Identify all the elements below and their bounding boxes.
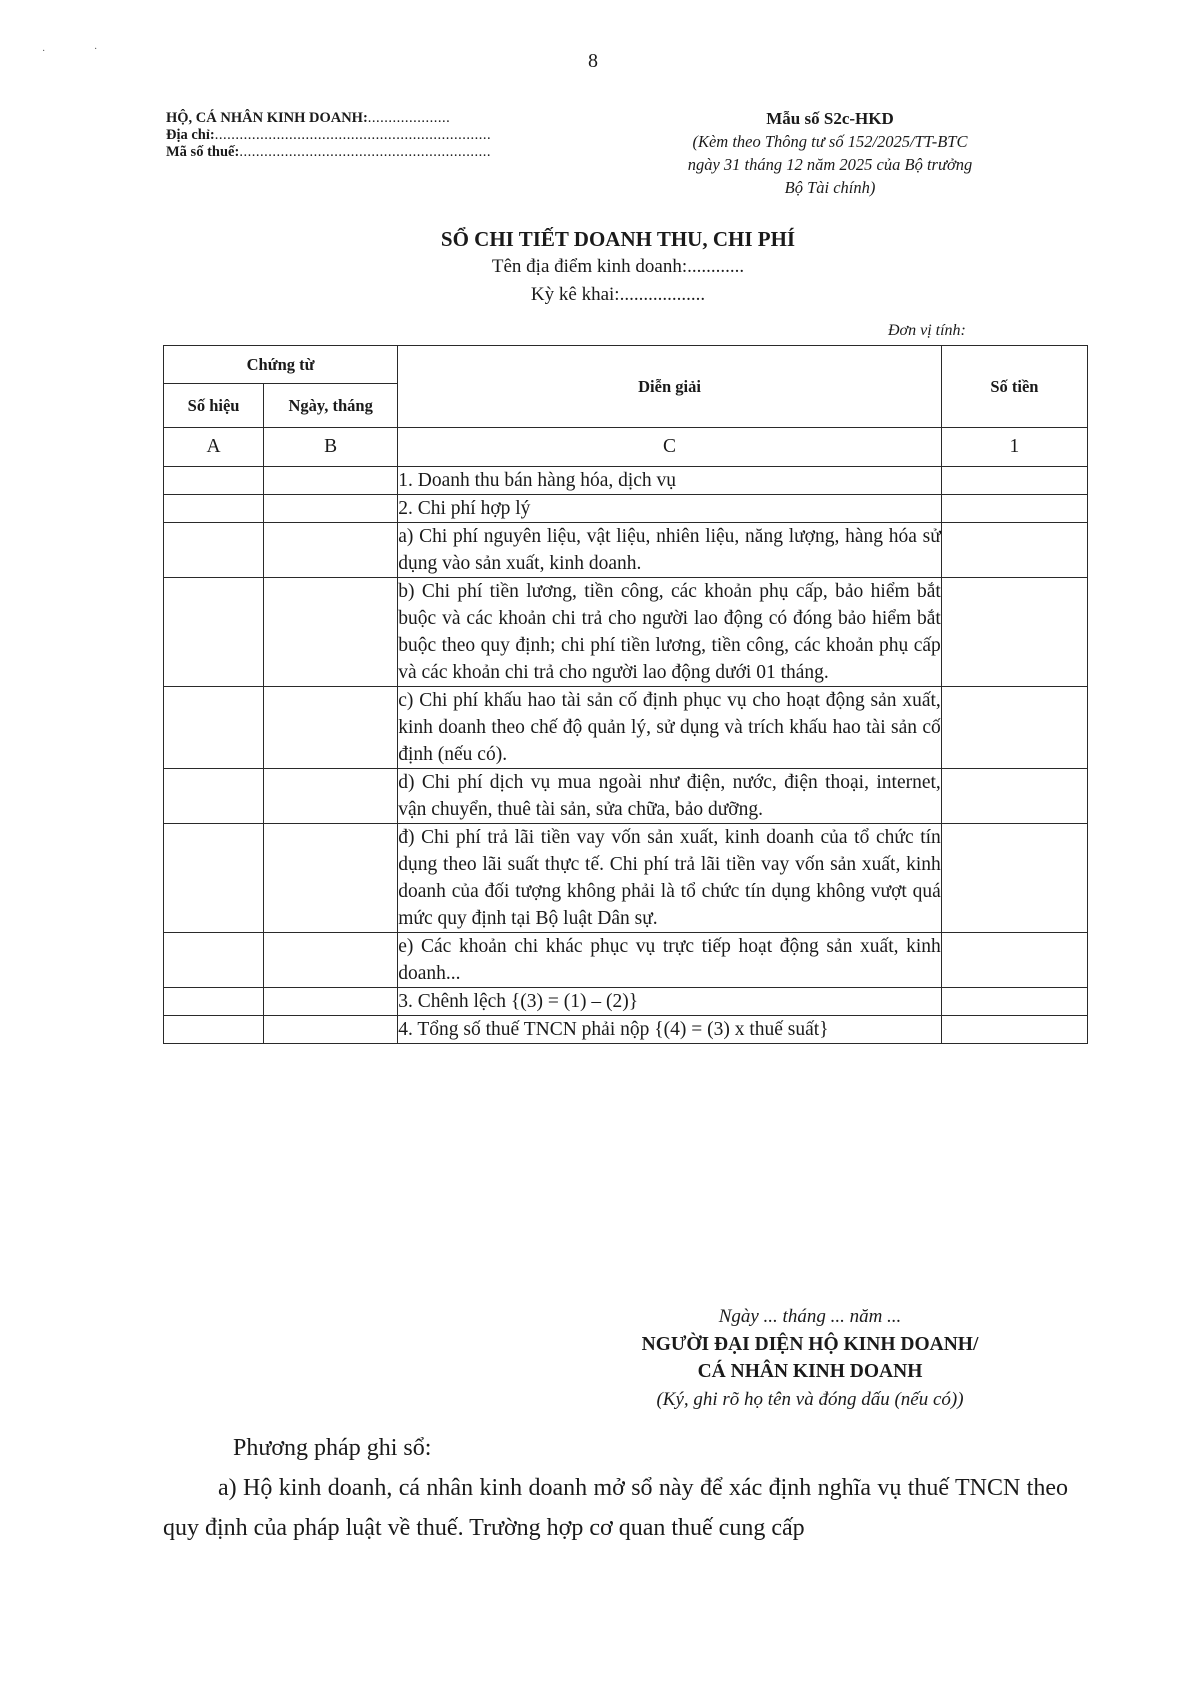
row-expense-e: e) Các khoản chi khác phục vụ trực tiếp hoạt động sản xuất, kinh doanh... [398,933,942,988]
row-expense-a: a) Chi phí nguyên liệu, vật liệu, nhiên liệu, năng lượng, hàng hóa sử dụng vào sản xuất, kinh doanh. [398,523,942,578]
header-number: Số hiệu [164,384,264,428]
table-row [164,769,1088,824]
header-row-1 [164,346,1088,384]
header-amount: Số tiền [941,346,1087,428]
business-info-block [166,110,491,161]
code-a: A [164,428,264,467]
number-cell[interactable] [164,824,264,933]
method-paragraph-a: a) Hộ kinh doanh, cá nhân kinh doanh mở sổ này để xác định nghĩa vụ thuế TNCN theo quy định của pháp luật về thuế. Trường hợp cơ quan thuế cung cấp [163,1475,1068,1541]
form-note-line1: (Kèm theo Thông tư số 152/2025/TT-BTC [692,132,968,151]
unit-label: Đơn vị tính: [888,322,966,339]
location-line: Tên địa điểm kinh doanh:............ [491,256,745,277]
amount-cell[interactable] [941,523,1087,578]
signature-title-line1: NGƯỜI ĐẠI DIỆN HỘ KINH DOANH/ [641,1333,979,1355]
date-cell[interactable] [264,933,398,988]
form-reference-block [630,107,1030,199]
tax-code-label: Mã số thuế: [166,144,240,160]
address-line [166,127,491,144]
table-row [164,467,1088,495]
date-cell[interactable] [264,578,398,687]
date-cell[interactable] [264,988,398,1016]
title-block [300,225,936,309]
ledger-table [163,345,1088,1044]
row-revenue: 1. Doanh thu bán hàng hóa, dịch vụ [398,467,942,495]
date-cell[interactable] [264,523,398,578]
form-note-line2: ngày 31 tháng 12 năm 2025 của Bộ trưởng [687,155,973,174]
date-cell[interactable] [264,824,398,933]
form-note-line3: Bộ Tài chính) [784,178,876,197]
table-row [164,1016,1088,1044]
table-row [164,824,1088,933]
header-description: Diễn giải [398,346,942,428]
table-row [164,495,1088,523]
method-heading: Phương pháp ghi sổ: [233,1435,432,1461]
period-line: Kỳ kê khai:.................. [530,284,706,305]
header-voucher: Chứng từ [164,346,398,384]
code-b: B [264,428,398,467]
number-cell[interactable] [164,1016,264,1044]
amount-cell[interactable] [941,769,1087,824]
amount-cell[interactable] [941,824,1087,933]
row-expense-c: c) Chi phí khấu hao tài sản cố định phục vụ cho hoạt động sản xuất, kinh doanh theo chế độ quản lý, sử dụng và trích khấu hao tài sản cố định (nếu có). [398,687,942,769]
code-1: 1 [941,428,1087,467]
amount-cell[interactable] [941,687,1087,769]
row-total-tax: 4. Tổng số thuế TNCN phải nộp {(4) = (3) x thuế suất} [398,1016,942,1044]
page-title: SỔ CHI TIẾT DOANH THU, CHI PHÍ [440,227,796,251]
number-cell[interactable] [164,769,264,824]
number-cell[interactable] [164,933,264,988]
number-cell[interactable] [164,467,264,495]
date-cell[interactable] [264,1016,398,1044]
amount-cell[interactable] [941,467,1087,495]
number-cell[interactable] [164,687,264,769]
number-cell[interactable] [164,988,264,1016]
table-row [164,988,1088,1016]
date-cell[interactable] [264,687,398,769]
row-expense-d: d) Chi phí dịch vụ mua ngoài như điện, nước, điện thoại, internet, vận chuyển, thuê tài sản, sửa chữa, bảo dưỡng. [398,769,942,824]
number-cell[interactable] [164,495,264,523]
table-row [164,687,1088,769]
table-row [164,578,1088,687]
amount-cell[interactable] [941,933,1087,988]
table-row [164,933,1088,988]
table-row [164,523,1088,578]
page-number: 8 [588,50,598,72]
tax-code-line [166,144,491,161]
business-name-label: HỘ, CÁ NHÂN KINH DOANH: [166,110,368,126]
number-cell[interactable] [164,523,264,578]
signature-block [560,1303,1060,1413]
row-difference: 3. Chênh lệch {(3) = (1) – (2)} [398,988,942,1016]
amount-cell[interactable] [941,578,1087,687]
signature-title-line2: CÁ NHÂN KINH DOANH [697,1361,923,1382]
amount-cell[interactable] [941,495,1087,523]
date-cell[interactable] [264,467,398,495]
signature-date: Ngày ... tháng ... năm ... [718,1306,902,1327]
business-name-line [166,110,491,127]
row-expense-b: b) Chi phí tiền lương, tiền công, các khoản phụ cấp, bảo hiểm bắt buộc và các khoản chi trả cho người lao động có đóng bảo hiểm bắt buộc theo quy định; chi phí tiền lương, tiền công, các khoản phụ cấp và các khoản chi trả cho người lao động dưới 01 tháng. [398,578,942,687]
code-row [164,428,1088,467]
number-cell[interactable] [164,578,264,687]
code-c: C [398,428,942,467]
business-name-blank: .................... [367,110,451,126]
date-cell[interactable] [264,769,398,824]
address-blank: ................................................................... [214,127,492,143]
tax-code-blank: ............................................................. [239,144,491,160]
date-cell[interactable] [264,495,398,523]
amount-cell[interactable] [941,988,1087,1016]
scan-speck: · [94,44,98,55]
row-expense-dd: đ) Chi phí trả lãi tiền vay vốn sản xuất, kinh doanh của tổ chức tín dụng theo lãi suất thực tế. Chi phí trả lãi tiền vay vốn sản xuất, kinh doanh của đối tượng không phải là tổ chức tín dụng không vượt quá mức quy định tại Bộ luật Dân sự. [398,824,942,933]
signature-note: (Ký, ghi rõ họ tên và đóng dấu (nếu có)) [656,1388,964,1410]
amount-cell[interactable] [941,1016,1087,1044]
form-code: Mẫu số S2c-HKD [766,109,894,128]
row-expenses: 2. Chi phí hợp lý [398,495,942,523]
scan-speck: · [42,46,46,57]
header-date: Ngày, tháng [264,384,398,428]
recording-method [163,1428,1068,1548]
address-label: Địa chỉ: [166,127,215,143]
